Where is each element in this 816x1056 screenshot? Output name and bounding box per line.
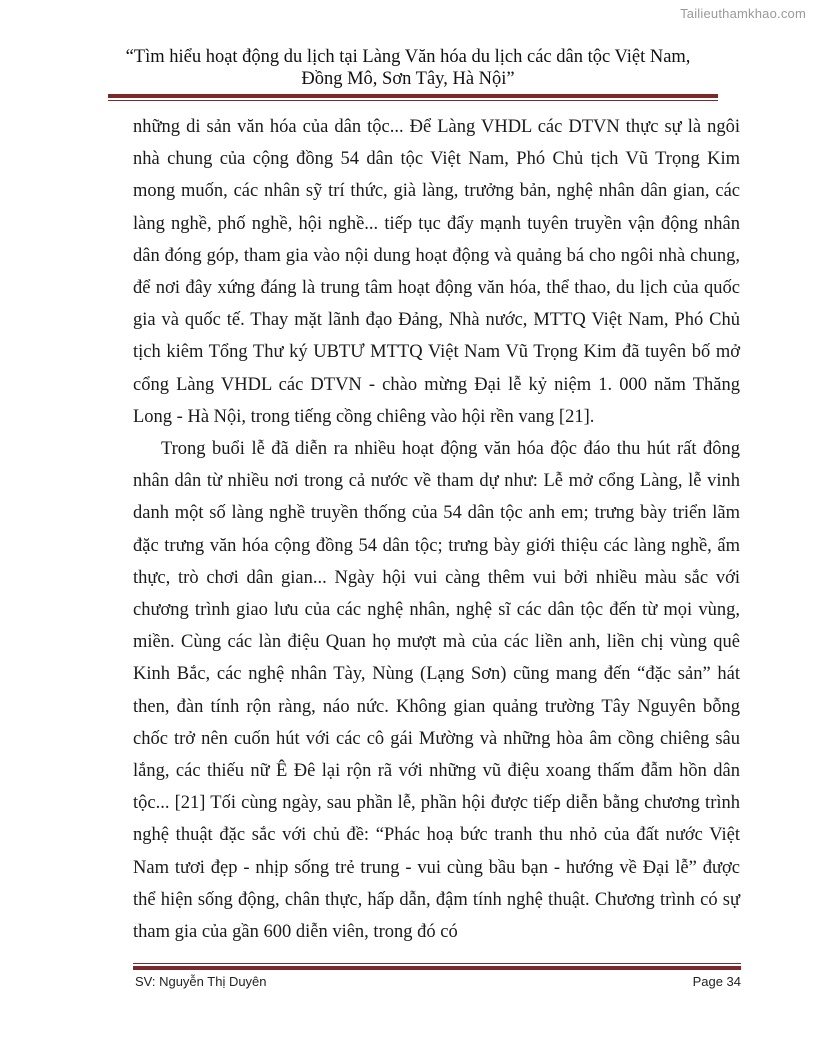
footer-page-number: Page 34 [692, 974, 741, 989]
footer-student-name: SV: Nguyễn Thị Duyên [135, 974, 267, 989]
paragraph-1: những di sản văn hóa của dân tộc... Để Làng VHDL các DTVN thực sự là ngôi nhà chung của cộng đồng 54 dân tộc Việt Nam, Phó Chủ tịch Vũ Trọng Kim mong muốn, các nhân sỹ trí thức, già làng, trưởng bản, nghệ nhân dân gian, các làng nghề, phố nghề, hội nghề... tiếp tục đẩy mạnh tuyên truyền vận động nhân dân đóng góp, tham gia vào nội dung hoạt động và quảng bá cho ngôi nhà chung, để nơi đây xứng đáng là trung tâm hoạt động văn hóa, thể thao, du lịch của quốc gia và quốc tế. Thay mặt lãnh đạo Đảng, Nhà nước, MTTQ Việt Nam, Phó Chủ tịch kiêm Tổng Thư ký UBTƯ MTTQ Việt Nam Vũ Trọng Kim đã tuyên bố mở cổng Làng VHDL các DTVN - chào mừng Đại lễ kỷ niệm 1. 000 năm Thăng Long - Hà Nội, trong tiếng cồng chiêng vào hội rền vang [21]. [133, 117, 740, 427]
header-title-line2: Đồng Mô, Sơn Tây, Hà Nội” [301, 69, 515, 89]
document-body [133, 111, 740, 948]
watermark: Tailieuthamkhao.com [680, 6, 806, 21]
header-title-line1: “Tìm hiểu hoạt động du lịch tại Làng Văn hóa du lịch các dân tộc Việt Nam, [125, 47, 691, 67]
paragraph-2: Trong buổi lễ đã diễn ra nhiều hoạt động văn hóa độc đáo thu hút rất đông nhân dân từ nhiều nơi trong cả nước về tham dự như: Lễ mở cổng Làng, lễ vinh danh một số làng nghề truyền thống của 54 dân tộc anh em; trưng bày triển lãm đặc trưng văn hóa cộng đồng 54 dân tộc; trưng bày giới thiệu các làng nghề, ẩm thực, trò chơi dân gian... Ngày hội vui càng thêm vui bởi nhiều màu sắc với chương trình giao lưu của các nghệ nhân, nghệ sĩ các dân tộc đến từ mọi vùng, miền. Cùng các làn điệu Quan họ mượt mà của các liền anh, liền chị vùng quê Kinh Bắc, các nghệ nhân Tày, Nùng (Lạng Sơn) cũng mang đến “đặc sản” hát then, đàn tính rộn ràng, náo nức. Không gian quảng trường Tây Nguyên bỗng chốc trở nên cuốn hút với các cô gái Mường và những hòa âm cồng chiêng sâu lắng, các thiếu nữ Ê Đê lại rộn rã với những vũ điệu xoang thấm đẫm hồn dân tộc... [21] Tối cùng ngày, sau phần lễ, phần hội được tiếp diễn bằng chương trình nghệ thuật đặc sắc với chủ đề: “Phác hoạ bức tranh thu nhỏ của đất nước Việt Nam tươi đẹp - nhịp sống trẻ trung - vui cùng bầu bạn - hướng về Đại lễ” được thể hiện sống động, chân thực, hấp dẫn, đậm tính nghệ thuật. Chương trình có sự tham gia của gần 600 diễn viên, trong đó có [133, 439, 740, 943]
page-header [110, 46, 706, 90]
footer-divider [133, 963, 741, 970]
header-divider [108, 94, 718, 101]
